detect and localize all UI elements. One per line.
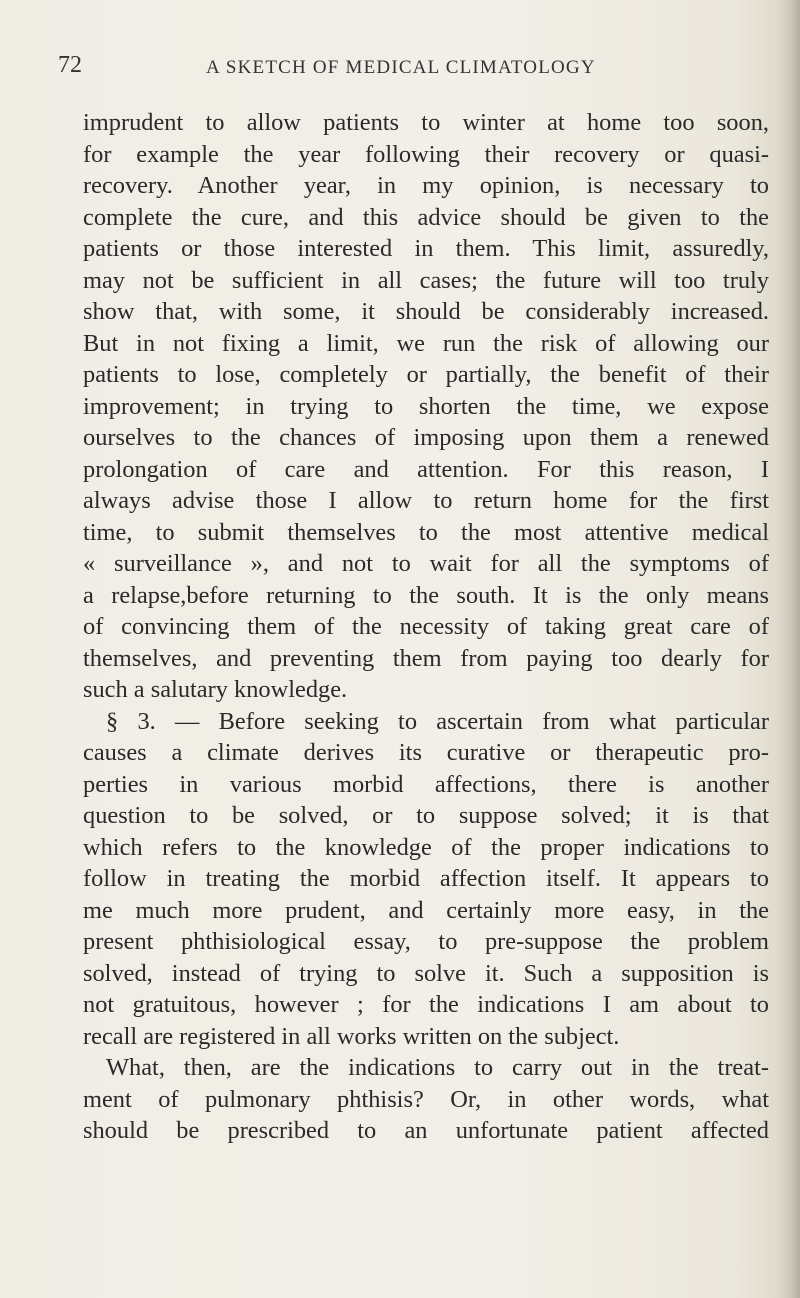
body-text: [83, 107, 769, 1147]
text-line: recovery. Another year, in my opinion, is necessary to: [83, 172, 769, 199]
paragraph-start-line: What, then, are the indications to carry out in the treat-: [106, 1054, 769, 1081]
page-edge-shadow: [778, 0, 800, 1298]
page-header: [58, 52, 758, 86]
text-line: complete the cure, and this advice should be given to the: [83, 203, 769, 231]
text-line: « surveillance », and not to wait for all the symptoms of: [83, 550, 769, 577]
text-line: for example the year following their recovery or quasi-: [83, 140, 769, 168]
section-start-line: § 3. — Before seeking to ascertain from what particular: [106, 707, 769, 735]
text-line: imprudent to allow patients to winter at home too soon,: [83, 109, 769, 136]
text-line: perties in various morbid affections, there is another: [83, 770, 769, 798]
text-line: prolongation of care and attention. For this reason, I: [83, 455, 769, 483]
text-line: themselves, and preventing them from paying too dearly for: [83, 644, 769, 672]
text-line: always advise those I allow to return home for the first: [83, 487, 769, 514]
text-line: solved, instead of trying to solve it. Such a supposition is: [83, 959, 769, 987]
text-line: ourselves to the chances of imposing upon them a renewed: [83, 424, 769, 451]
text-line: time, to submit themselves to the most attentive medical: [83, 518, 769, 546]
text-line: which refers to the knowledge of the proper indications to: [83, 833, 769, 861]
text-line: of convincing them of the necessity of taking great care of: [83, 613, 769, 640]
running-head: A SKETCH OF MEDICAL CLIMATOLOGY: [206, 57, 596, 78]
text-line: But in not fixing a limit, we run the risk of allowing our: [83, 329, 769, 357]
text-line: present phthisiological essay, to pre-suppose the problem: [83, 928, 769, 955]
text-line: question to be solved, or to suppose solved; it is that: [83, 802, 769, 829]
paragraph-end-line: recall are registered in all works written on the subject.: [83, 1022, 620, 1050]
text-line: causes a climate derives its curative or therapeutic pro-: [83, 739, 769, 766]
text-line: may not be sufficient in all cases; the future will too truly: [83, 266, 769, 294]
text-line: ment of pulmonary phthisis? Or, in other words, what: [83, 1085, 769, 1113]
text-line: not gratuitous, however ; for the indications I am about to: [83, 991, 769, 1018]
text-line: a relapse,before returning to the south. It is the only means: [83, 581, 769, 609]
text-line: show that, with some, it should be considerably increased.: [83, 298, 769, 325]
text-line: patients to lose, completely or partially, the benefit of their: [83, 361, 769, 388]
text-line: patients or those interested in them. This limit, assuredly,: [83, 235, 769, 262]
text-line: follow in treating the morbid affection itself. It appears to: [83, 865, 769, 892]
text-line: should be prescribed to an unfortunate patient affected: [83, 1117, 769, 1144]
page-number: 72: [58, 52, 82, 78]
text-line: me much more prudent, and certainly more easy, in the: [83, 896, 769, 924]
text-line: improvement; in trying to shorten the time, we expose: [83, 392, 769, 420]
paragraph-end-line: such a salutary knowledge.: [83, 676, 348, 703]
